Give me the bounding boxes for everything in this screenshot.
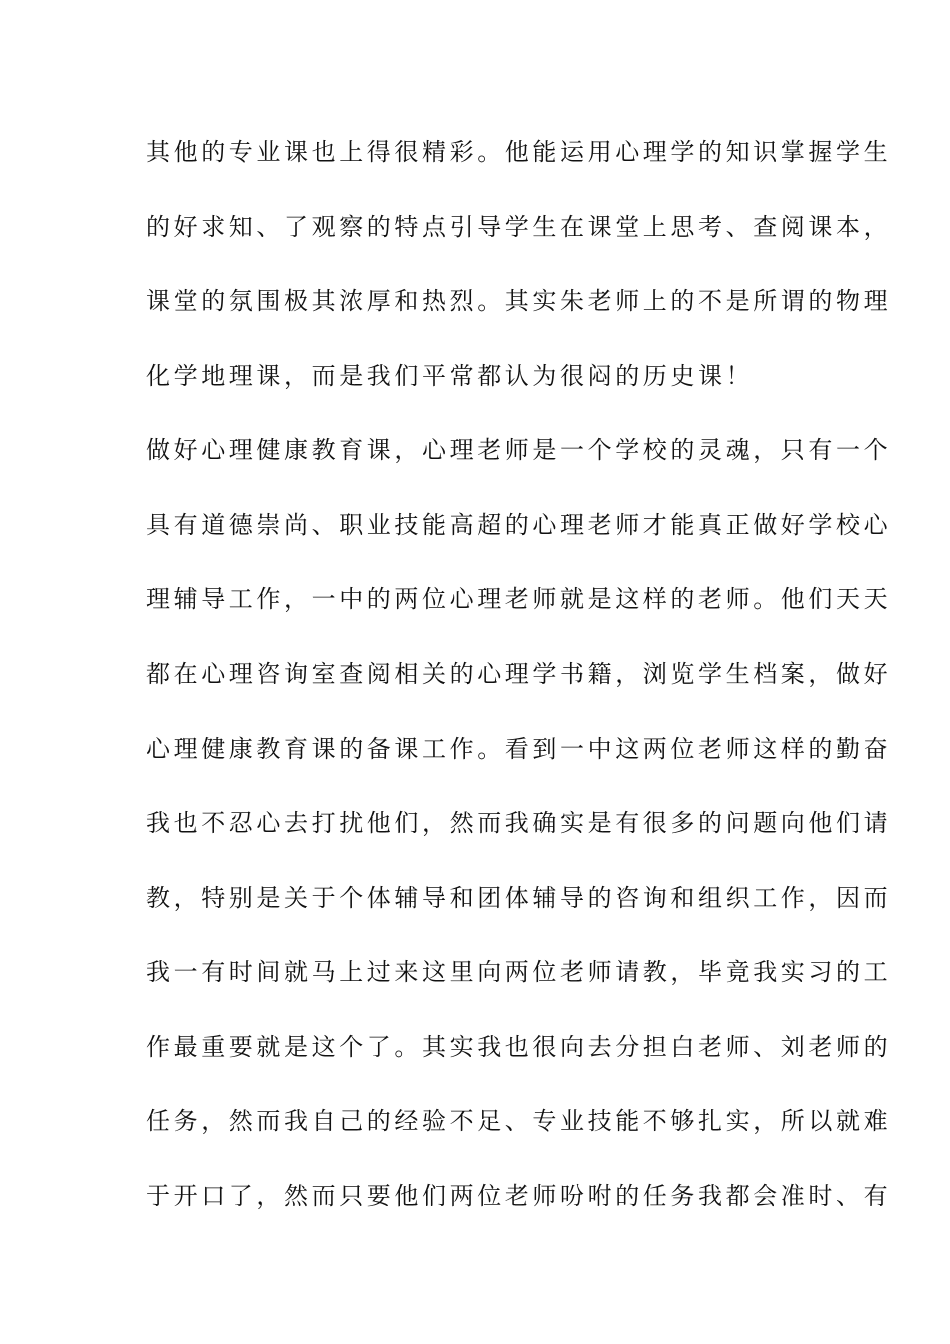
text-line-1: 其他的专业课也上得很精彩。他能运用心理学的知识掌握学生 (146, 138, 892, 166)
text-line-8: 都在心理咨询室查阅相关的心理学书籍，浏览学生档案，做好 (146, 660, 892, 688)
text-line-3: 课堂的氛围极其浓厚和热烈。其实朱老师上的不是所谓的物理 (146, 287, 892, 315)
text-line-12: 我一有时间就马上过来这里向两位老师请教，毕竟我实习的工 (146, 958, 892, 986)
text-line-15: 于开口了，然而只要他们两位老师吩咐的任务我都会准时、有 (146, 1182, 892, 1210)
text-line-11: 教，特别是关于个体辅导和团体辅导的咨询和组织工作，因而 (146, 884, 892, 912)
text-line-9: 心理健康教育课的备课工作。看到一中这两位老师这样的勤奋 (146, 735, 892, 763)
text-line-6: 具有道德崇尚、职业技能高超的心理老师才能真正做好学校心 (146, 511, 892, 539)
text-line-13: 作最重要就是这个了。其实我也很向去分担白老师、刘老师的 (146, 1033, 892, 1061)
text-line-4: 化学地理课，而是我们平常都认为很闷的历史课！ (146, 362, 754, 390)
text-line-14: 任务，然而我自己的经验不足、专业技能不够扎实，所以就难 (146, 1107, 892, 1135)
text-line-2: 的好求知、了观察的特点引导学生在课堂上思考、查阅课本， (146, 213, 892, 241)
text-line-10: 我也不忍心去打扰他们，然而我确实是有很多的问题向他们请 (146, 809, 892, 837)
text-line-5: 做好心理健康教育课，心理老师是一个学校的灵魂，只有一个 (146, 436, 892, 464)
text-line-7: 理辅导工作，一中的两位心理老师就是这样的老师。他们天天 (146, 585, 892, 613)
